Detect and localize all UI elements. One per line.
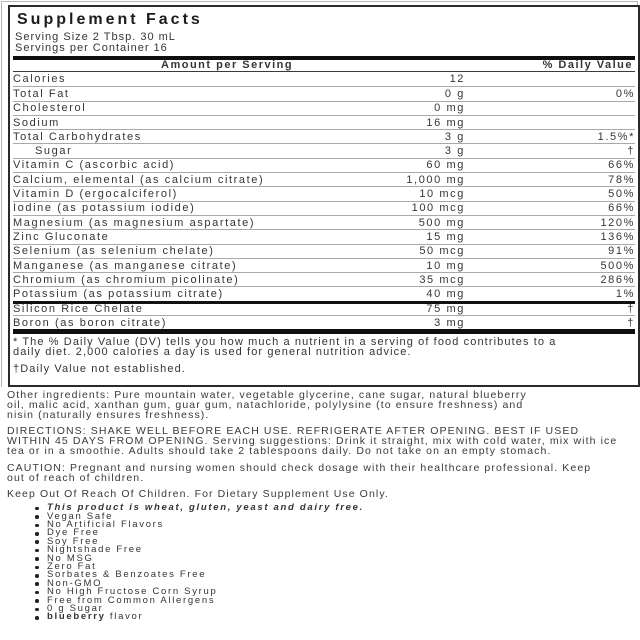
nutrient-dv: 1.5%* [597, 130, 635, 143]
nutrient-amount: 3 g [444, 130, 465, 143]
nutrient-dv: † [627, 316, 635, 329]
directions-text: DIRECTIONS: SHAKE WELL BEFORE EACH USE. REFRIGERATE AFTER OPENING. BEST IF USED WITHIN 45 DAYS FROM OPENING. Serving suggestions: Drink it straight, mix with cold water, mix with ice tea or in a smoothie. Adults should take 2 tablespoons daily. Do not take on an empty stomach. [7, 425, 618, 457]
divider-bar-bottom [13, 329, 635, 334]
nutrient-dv: 136% [600, 230, 635, 243]
table-row [13, 244, 635, 258]
keep-out-text: Keep Out Of Reach Of Children. For Dietary Supplement Use Only. [7, 488, 389, 501]
table-row [13, 258, 635, 272]
nutrient-name: Iodine (as potassium iodide) [13, 202, 196, 215]
nutrient-name: Sugar [35, 145, 73, 158]
nutrient-dv: † [627, 303, 635, 316]
nutrient-name: Zinc Gluconate [13, 230, 110, 243]
list-item-text: Vegan Safe [47, 510, 114, 522]
nutrient-amount: 10 mcg [419, 188, 465, 201]
nutrient-dv: 0% [615, 87, 635, 100]
nutrient-name: Sodium [13, 116, 60, 129]
list-item-text: No MSG [47, 552, 94, 564]
table-row [13, 158, 635, 172]
feature-list [7, 504, 629, 622]
nutrient-name: Total Carbohydrates [13, 130, 142, 143]
table-row [13, 86, 635, 100]
table-row [13, 172, 635, 186]
nutrient-amount: 100 mcg [411, 202, 465, 215]
daily-value-footnote: * The % Daily Value (DV) tells you how much a nutrient in a serving of food contributes to a daily diet. 2,000 calories a day is used for general nutrition advice. [13, 336, 557, 359]
nutrient-name: Manganese (as manganese citrate) [13, 259, 238, 272]
nutrient-name: Boron (as boron citrate) [13, 316, 167, 329]
facts-header-row [13, 60, 635, 72]
table-row [13, 315, 635, 329]
daily-value-header: % Daily Value [542, 59, 633, 71]
serving-size-text: Serving Size 2 Tbsp. 30 mL [15, 31, 176, 43]
nutrient-amount: 60 mg [426, 159, 465, 172]
nutrient-name: Selenium (as selenium chelate) [13, 245, 215, 258]
list-item [34, 546, 629, 554]
nutrient-dv: 78% [608, 173, 635, 186]
nutrient-amount: 12 [449, 73, 465, 86]
nutrient-name: Calcium, elemental (as calcium citrate) [13, 173, 265, 186]
list-item [34, 613, 629, 621]
table-row [13, 272, 635, 286]
nutrient-name: Silicon Rice Chelate [13, 303, 144, 316]
table-row [13, 286, 635, 300]
nutrient-amount: 16 mg [426, 116, 465, 129]
list-item-bold-text: This product is wheat, gluten, yeast and dairy free. [47, 502, 364, 514]
list-item-text: Zero Fat [47, 561, 97, 573]
table-row [13, 301, 635, 315]
nutrient-amount: 75 mg [426, 303, 465, 316]
list-item-text: 0 g Sugar [47, 603, 104, 615]
list-item [34, 504, 629, 512]
list-item-text: Soy Free [47, 535, 100, 547]
nutrient-amount: 1,000 mg [406, 173, 465, 186]
nutrient-amount: 10 mg [426, 259, 465, 272]
servings-per-container-text: Servings per Container 16 [15, 42, 168, 54]
list-item-text: No Artificial Flavors [47, 518, 164, 530]
nutrient-amount: 0 mg [434, 102, 465, 115]
list-item-bold-text: blueberry [47, 611, 106, 623]
table-row [13, 215, 635, 229]
nutrient-amount: 3 mg [434, 316, 465, 329]
label-lower-text [7, 391, 629, 622]
table-row [13, 115, 635, 129]
table-row [13, 72, 635, 86]
nutrient-dv: 66% [608, 159, 635, 172]
nutrient-amount: 500 mg [418, 216, 465, 229]
list-item [34, 571, 629, 579]
nutrient-dv: 286% [600, 273, 635, 286]
nutrient-name: Chromium (as chromium picolinate) [13, 273, 240, 286]
nutrient-dv: 120% [600, 216, 635, 229]
nutrient-name: Magnesium (as magnesium aspartate) [13, 216, 256, 229]
list-item-text: Dye Free [47, 527, 100, 539]
list-item-text: Sorbates & Benzoates Free [47, 569, 207, 581]
nutrient-dv: 50% [608, 188, 635, 201]
nutrient-name: Vitamin D (ergocalciferol) [13, 188, 178, 201]
amount-per-serving-header: Amount per Serving [161, 59, 294, 71]
nutrient-dv: 1% [615, 288, 635, 301]
nutrient-amount: 35 mcg [419, 273, 465, 286]
nutrient-dv: 91% [608, 245, 635, 258]
nutrient-amount: 50 mcg [419, 245, 465, 258]
nutrient-amount: 0 g [444, 87, 465, 100]
supplement-facts-title: Supplement Facts [17, 11, 203, 28]
table-row [13, 186, 635, 200]
nutrient-name: Cholesterol [13, 102, 87, 115]
nutrient-name: Calories [13, 73, 67, 86]
table-row [13, 229, 635, 243]
nutrient-amount: 3 g [444, 145, 465, 158]
supplement-facts-panel [8, 5, 640, 387]
list-item-text: flavor [105, 611, 144, 623]
nutrient-dv: 500% [600, 259, 635, 272]
nutrient-name: Potassium (as potassium citrate) [13, 288, 224, 301]
list-item [34, 594, 629, 606]
list-item-text: Nightshade Free [47, 544, 143, 556]
list-item-text: No High Fructose Corn Syrup [47, 586, 218, 598]
nutrient-name: Total Fat [13, 87, 70, 100]
table-row [13, 101, 635, 115]
nutrient-amount: 40 mg [426, 288, 465, 301]
other-ingredients-text: Other ingredients: Pure mountain water, vegetable glycerine, cane sugar, natural blueberry oil, malic acid, xanthan gum, guar gum, natachloride, polylysine (to ensure freshness) and nisin (naturally ensures freshness). [7, 389, 527, 421]
list-item-text: Free from Common Allergens [47, 594, 216, 606]
list-item [34, 552, 629, 564]
caution-text: CAUTION: Pregnant and nursing women should check dosage with their healthcare professional. Keep out of reach of children. [7, 461, 592, 484]
facts-rows [13, 72, 635, 329]
table-row [13, 129, 635, 143]
table-row [13, 143, 635, 157]
nutrient-name: Vitamin C (ascorbic acid) [13, 159, 176, 172]
list-item-text: Non-GMO [47, 577, 103, 589]
nutrient-dv: † [627, 145, 635, 158]
dagger-footnote: †Daily Value not established. [13, 362, 186, 375]
nutrient-amount: 15 mg [426, 230, 465, 243]
nutrient-dv: 66% [608, 202, 635, 215]
list-item [34, 529, 629, 537]
list-item [34, 518, 629, 530]
table-row [13, 201, 635, 215]
